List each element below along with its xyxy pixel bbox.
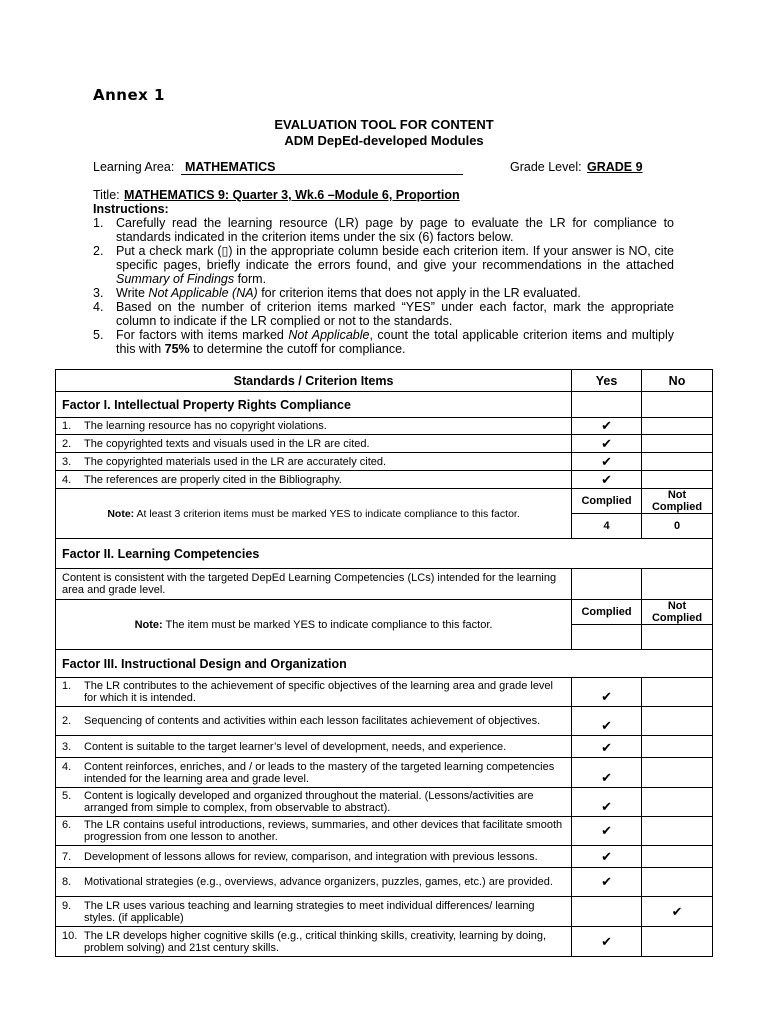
table-row: 9. The LR uses various teaching and learning strategies to meet individual differences/ learning styles. (if applicable) ✔ <box>56 897 713 927</box>
no-cell[interactable] <box>642 392 713 418</box>
yes-cell[interactable]: ✔ <box>572 435 642 453</box>
title-value: MATHEMATICS 9: Quarter 3, Wk.6 –Module 6, Proportion <box>124 188 460 202</box>
header-no: No <box>642 370 713 392</box>
instruction-item: 5. For factors with items marked Not Applicable, count the total applicable criterion items and multiply this with 75% to determine the cutoff for compliance. <box>93 328 674 356</box>
no-cell[interactable] <box>642 453 713 471</box>
table-row: 10. The LR develops higher cognitive skills (e.g., critical thinking skills, creativity, learning by doing, problem solving) and 21st century skills. ✔ <box>56 927 713 957</box>
table-row: 3. The copyrighted materials used in the LR are accurately cited. ✔ <box>56 453 713 471</box>
no-cell[interactable] <box>642 435 713 453</box>
learning-area-value: MATHEMATICS <box>181 160 463 175</box>
yes-cell[interactable]: ✔ <box>572 418 642 435</box>
factor-2-item: Content is consistent with the targeted DepEd Learning Competencies (LCs) intended for the learning area and grade level. <box>56 569 572 600</box>
table-row: 1. The LR contributes to the achievement of specific objectives of the learning area and grade level for which it is intended. ✔ <box>56 678 713 707</box>
table-row: 2. Sequencing of contents and activities within each lesson facilitates achievement of objectives. ✔ <box>56 707 713 736</box>
no-cell[interactable] <box>642 927 713 957</box>
yes-cell[interactable]: ✔ <box>572 788 642 817</box>
complied-header: Complied <box>572 600 642 625</box>
factor-2-note: Note: The item must be marked YES to indicate compliance to this factor. <box>56 600 572 650</box>
complied-header: Complied <box>572 489 642 514</box>
no-cell[interactable] <box>642 707 713 736</box>
table-row: 7. Development of lessons allows for review, comparison, and integration with previous lessons. ✔ <box>56 846 713 868</box>
yes-cell[interactable]: ✔ <box>572 453 642 471</box>
instruction-item: 3. Write Not Applicable (NA) for criterion items that does not apply in the LR evaluated. <box>93 286 581 300</box>
annex-label: Annex 1 <box>93 86 165 104</box>
complied-count[interactable]: 4 <box>572 514 642 539</box>
yes-cell[interactable] <box>572 392 642 418</box>
complied-count[interactable] <box>572 625 642 650</box>
grade-level-value: GRADE 9 <box>587 160 643 174</box>
no-cell[interactable] <box>642 736 713 758</box>
not-complied-header: Not Complied <box>642 489 713 514</box>
yes-cell[interactable]: ✔ <box>572 817 642 846</box>
yes-cell[interactable]: ✔ <box>572 707 642 736</box>
yes-cell[interactable]: ✔ <box>572 678 642 707</box>
table-row: 2. The copyrighted texts and visuals used in the LR are cited. ✔ <box>56 435 713 453</box>
document-subtitle: ADM DepEd-developed Modules <box>284 133 484 148</box>
table-row: 4. The references are properly cited in the Bibliography. ✔ <box>56 471 713 489</box>
factor-3-title: Factor III. Instructional Design and Organization <box>56 650 713 678</box>
instruction-item: 4. Based on the number of criterion items marked “YES” under each factor, mark the appropriate column to indicate if the LR complied or not to the standards. <box>93 300 674 328</box>
not-complied-count[interactable] <box>642 625 713 650</box>
no-cell[interactable] <box>642 678 713 707</box>
title-label: Title: <box>93 188 120 202</box>
not-complied-count[interactable]: 0 <box>642 514 713 539</box>
instructions-heading: Instructions: <box>93 202 169 216</box>
yes-cell[interactable]: ✔ <box>572 868 642 897</box>
table-row: 6. The LR contains useful introductions, reviews, summaries, and other devices that facilitate smooth progression from one lesson to another. ✔ <box>56 817 713 846</box>
yes-cell[interactable] <box>572 569 642 600</box>
no-cell[interactable] <box>642 846 713 868</box>
factor-2-title: Factor II. Learning Competencies <box>56 539 713 569</box>
instructions-list <box>93 216 674 356</box>
header-yes: Yes <box>572 370 642 392</box>
not-complied-header: Not Complied <box>642 600 713 625</box>
no-cell[interactable] <box>642 868 713 897</box>
table-row: 8. Motivational strategies (e.g., overviews, advance organizers, puzzles, games, etc.) are provided. ✔ <box>56 868 713 897</box>
yes-cell[interactable]: ✔ <box>572 736 642 758</box>
table-row: 4. Content reinforces, enriches, and / or leads to the mastery of the targeted learning competencies intended for the learning area and grade level. ✔ <box>56 758 713 788</box>
yes-cell[interactable]: ✔ <box>572 758 642 788</box>
grade-level-label: Grade Level: <box>510 160 582 174</box>
no-cell[interactable] <box>642 569 713 600</box>
instruction-item: 2. Put a check mark (▯) in the appropriate column beside each criterion item. If your answer is NO, cite specific pages, briefly indicate the errors found, and give your recommendations in the attached Summary of Findings form. <box>93 244 674 286</box>
no-cell[interactable]: ✔ <box>642 897 713 927</box>
table-row <box>56 569 713 600</box>
learning-area-label: Learning Area: <box>93 160 175 174</box>
no-cell[interactable] <box>642 788 713 817</box>
yes-cell[interactable]: ✔ <box>572 927 642 957</box>
yes-cell[interactable]: ✔ <box>572 471 642 489</box>
evaluation-table <box>55 369 713 957</box>
factor-1-title: Factor I. Intellectual Property Rights Compliance <box>56 392 572 418</box>
no-cell[interactable] <box>642 418 713 435</box>
header-criterion: Standards / Criterion Items <box>56 370 572 392</box>
yes-cell[interactable] <box>572 897 642 927</box>
factor-1-note: Note: At least 3 criterion items must be marked YES to indicate compliance to this factor. <box>56 489 572 539</box>
no-cell[interactable] <box>642 817 713 846</box>
yes-cell[interactable]: ✔ <box>572 846 642 868</box>
no-cell[interactable] <box>642 758 713 788</box>
instruction-item: 1. Carefully read the learning resource (LR) page by page to evaluate the LR for compliance to standards indicated in the criterion items under the six (6) factors below. <box>93 216 674 244</box>
document-title: EVALUATION TOOL FOR CONTENT <box>274 117 494 132</box>
no-cell[interactable] <box>642 471 713 489</box>
table-row: 3. Content is suitable to the target learner’s level of development, needs, and experience. ✔ <box>56 736 713 758</box>
table-row: 5. Content is logically developed and organized throughout the material. (Lessons/activities are arranged from simple to complex, from observable to abstract). ✔ <box>56 788 713 817</box>
table-row: 1. The learning resource has no copyright violations. ✔ <box>56 418 713 435</box>
